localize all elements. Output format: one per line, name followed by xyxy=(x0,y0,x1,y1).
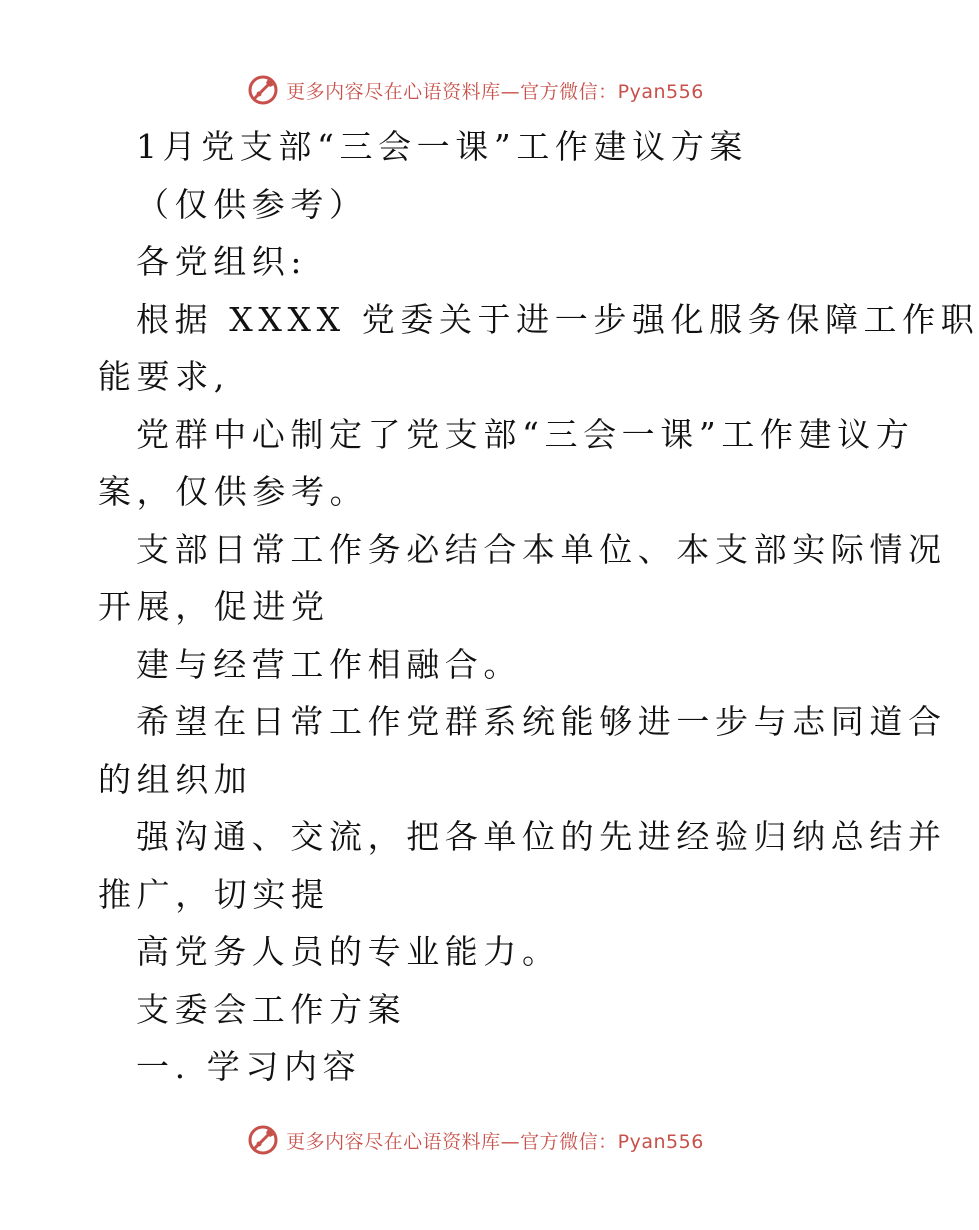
doc-line-7: 案，仅供参考。 xyxy=(98,472,369,511)
doc-line-17: 一. 学习内容 xyxy=(136,1047,362,1086)
doc-line-12: 的组织加 xyxy=(98,759,253,799)
doc-line-4: 根据 XXXX 党委关于进一步强化服务保障工作职 xyxy=(136,299,979,339)
doc-line-15: 高党务人员的专业能力。 xyxy=(136,932,561,971)
doc-line-1: 1月党支部“三会一课”工作建议方案 xyxy=(136,127,748,166)
doc-line-9: 开展，促进党 xyxy=(98,587,330,626)
doc-line-14: 推广，切实提 xyxy=(98,874,330,914)
watermark-text: 更多内容尽在心语资料库—官方微信：Pyan556 xyxy=(286,80,704,103)
brush-logo-icon xyxy=(246,73,280,107)
doc-line-13: 强沟通、交流，把各单位的先进经验归纳总结并 xyxy=(136,817,947,856)
doc-line-16: 支委会工作方案 xyxy=(136,989,407,1029)
doc-line-3: 各党组织: xyxy=(136,242,308,281)
watermark-text: 更多内容尽在心语资料库—官方微信：Pyan556 xyxy=(286,1130,704,1153)
doc-line-5: 能要求, xyxy=(98,357,230,396)
doc-line-10: 建与经营工作相融合。 xyxy=(136,644,522,684)
document-body xyxy=(98,118,979,1096)
doc-line-6: 党群中心制定了党支部“三会一课”工作建议方 xyxy=(136,414,915,454)
doc-line-11: 希望在日常工作党群系统能够进一步与志同道合 xyxy=(136,702,947,741)
header-watermark xyxy=(0,70,950,110)
doc-line-2: （仅供参考） xyxy=(136,184,368,224)
brush-logo-icon xyxy=(246,1123,280,1157)
doc-line-8: 支部日常工作务必结合本单位、本支部实际情况 xyxy=(136,529,947,569)
footer-watermark xyxy=(0,1120,950,1160)
